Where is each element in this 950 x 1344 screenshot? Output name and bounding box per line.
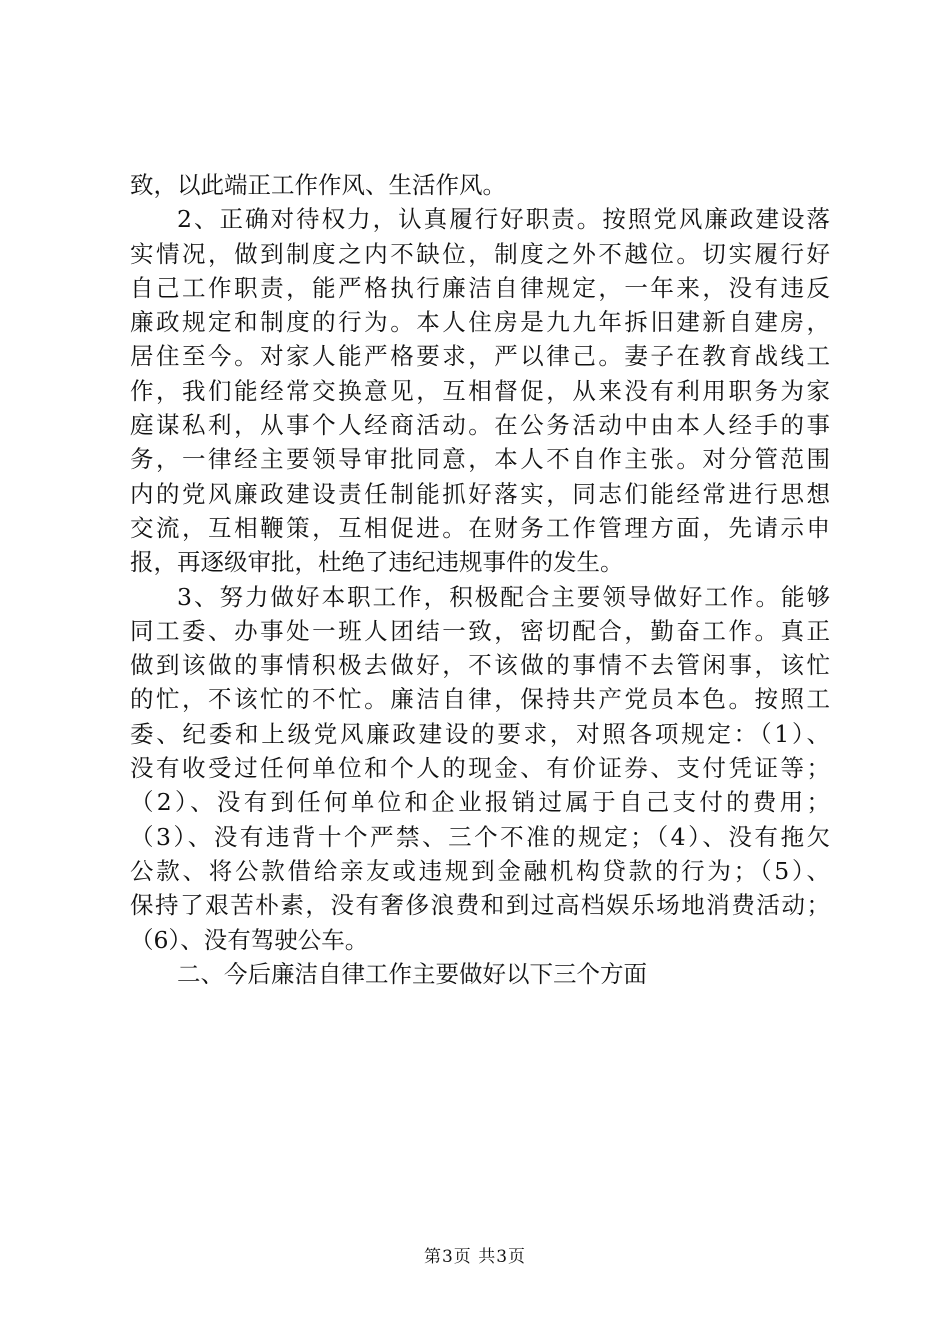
text-line: 委、纪委和上级党风廉政建设的要求，对照各项规定：（1）、 [130, 719, 830, 748]
text-line: 廉政规定和制度的行为。本人住房是九九年拆旧建新自建房， [130, 308, 830, 337]
text-line: （2）、没有到任何单位和企业报销过属于自己支付的费用； [130, 788, 830, 817]
page-number-footer: 第3页 共3页 [423, 1247, 527, 1267]
text-line: 2、正确对待权力，认真履行好职责。按照党风廉政建设落 [177, 205, 830, 234]
text-line: 公款、将公款借给亲友或违规到金融机构贷款的行为；（5）、 [130, 856, 830, 885]
text-line: 庭谋私利，从事个人经商活动。在公务活动中由本人经手的事 [130, 411, 830, 440]
text-line: 实情况，做到制度之内不缺位，制度之外不越位。切实履行好 [130, 239, 830, 268]
text-line: 自己工作职责，能严格执行廉洁自律规定，一年来，没有违反 [130, 273, 830, 302]
text-line: 交流，互相鞭策，互相促进。在财务工作管理方面，先请示申 [130, 513, 830, 542]
text-line: 做到该做的事情积极去做好，不该做的事情不去管闲事，该忙 [130, 651, 830, 680]
text-line: 保持了艰苦朴素，没有奢侈浪费和到过高档娱乐场地消费活动； [130, 891, 830, 920]
text-line: 3、努力做好本职工作，积极配合主要领导做好工作。能够 [177, 582, 830, 611]
text-line: 的忙，不该忙的不忙。廉洁自律，保持共产党员本色。按照工 [130, 685, 830, 714]
text-line: 报，再逐级审批，杜绝了违纪违规事件的发生。 [130, 548, 624, 577]
text-line: 居住至今。对家人能严格要求，严以律己。妻子在教育战线工 [130, 342, 830, 371]
document-body [130, 168, 830, 991]
text-line: 务，一律经主要领导审批同意，本人不自作主张。对分管范围 [130, 445, 830, 474]
text-line: 致，以此端正工作作风、生活作风。 [130, 171, 506, 199]
text-line: 没有收受过任何单位和个人的现金、有价证券、支付凭证等； [130, 754, 830, 783]
section-heading: 二、今后廉洁自律工作主要做好以下三个方面 [177, 959, 647, 988]
text-line: 作，我们能经常交换意见，互相督促，从来没有利用职务为家 [130, 376, 830, 405]
text-line: （3）、没有违背十个严禁、三个不准的规定；（4）、没有拖欠 [130, 822, 830, 851]
text-line: 同工委、办事处一班人团结一致，密切配合，勤奋工作。真正 [130, 616, 830, 645]
text-line: 内的党风廉政建设责任制能抓好落实，同志们能经常进行思想 [130, 479, 830, 508]
text-line: （6）、没有驾驶公车。 [130, 925, 369, 954]
